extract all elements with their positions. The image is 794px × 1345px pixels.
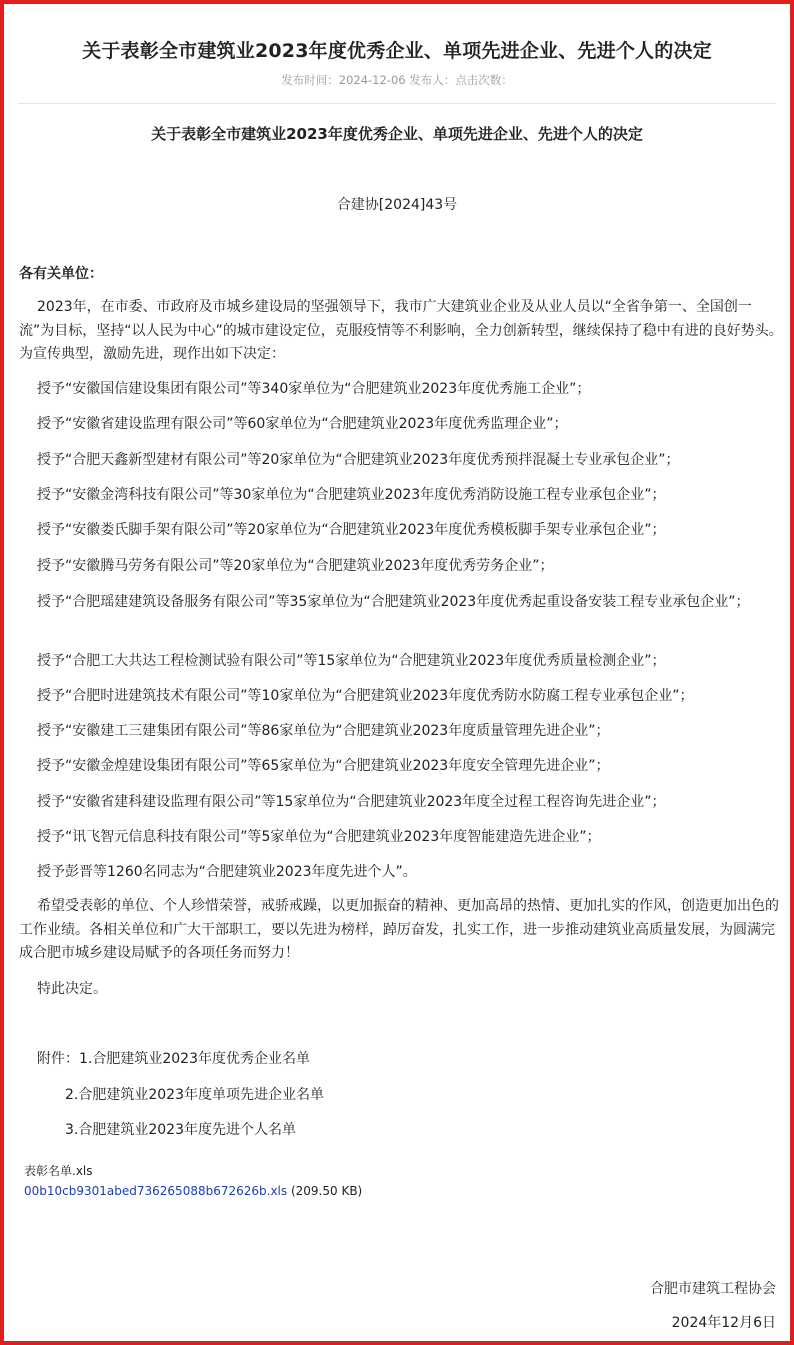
award-item: 授予“安徽金湾科技有限公司”等30家单位为“合肥建筑业2023年度优秀消防设施工程专业承包企业”； bbox=[37, 487, 666, 503]
attachment-item: 2.合肥建筑业2023年度单项先进企业名单 bbox=[65, 1087, 324, 1103]
intro-paragraph: 2023年，在市委、市政府及市城乡建设局的坚强领导下，我市广大建筑业企业及从业人员以“全省争第一、全国创一流”为目标，坚持“以人民为中心”的城市建设定位，克服疫情等不利影响，全力创新转型，继续保持了稳中有进的良好势头。为宣传典型，激励先进，现作出如下决定： bbox=[19, 299, 783, 362]
attachment-file bbox=[24, 1184, 362, 1198]
award-item: 授予“安徽建工三建集团有限公司”等86家单位为“合肥建筑业2023年度质量管理先进企业”； bbox=[37, 723, 610, 739]
award-item: 授予“合肥瑶建建筑设备服务有限公司”等35家单位为“合肥建筑业2023年度优秀起重设备安装工程专业承包企业”； bbox=[37, 594, 750, 610]
award-item: 授予彭晋等1260名同志为“合肥建筑业2023年度先进个人”。 bbox=[37, 864, 417, 880]
award-item: 授予“讯飞智元信息科技有限公司”等5家单位为“合肥建筑业2023年度智能建造先进企业”； bbox=[37, 829, 601, 845]
attachment-download-link[interactable]: 00b10cb9301abed736265088b672626b.xls bbox=[24, 1184, 288, 1198]
attachments-label: 附件： bbox=[37, 1051, 79, 1067]
award-item: 授予“合肥天鑫新型建材有限公司”等20家单位为“合肥建筑业2023年度优秀预拌混凝土专业承包企业”； bbox=[37, 452, 680, 468]
publish-meta: 发布时间：2024-12-06 发布人：点击次数： bbox=[281, 73, 513, 87]
document-title: 关于表彰全市建筑业2023年度优秀企业、单项先进企业、先进个人的决定 bbox=[151, 125, 643, 143]
attachment-item: 1.合肥建筑业2023年度优秀企业名单 bbox=[79, 1051, 310, 1067]
page-title: 关于表彰全市建筑业2023年度优秀企业、单项先进企业、先进个人的决定 bbox=[82, 40, 712, 62]
signer-org: 合肥市建筑工程协会 bbox=[650, 1281, 776, 1297]
award-item: 授予“安徽金煌建设集团有限公司”等65家单位为“合肥建筑业2023年度安全管理先进企业”； bbox=[37, 758, 610, 774]
attachment-item: 3.合肥建筑业2023年度先进个人名单 bbox=[65, 1122, 296, 1138]
document-number: 合建协[2024]43号 bbox=[336, 197, 458, 213]
award-item: 授予“安徽省建设监理有限公司”等60家单位为“合肥建筑业2023年度优秀监理企业”； bbox=[37, 416, 568, 432]
award-item: 授予“合肥时进建筑技术有限公司”等10家单位为“合肥建筑业2023年度优秀防水防腐工程专业承包企业”； bbox=[37, 688, 694, 704]
salutation: 各有关单位： bbox=[19, 266, 103, 282]
signing-date: 2024年12月6日 bbox=[671, 1315, 776, 1331]
attachment-file-label: 表彰名单.xls bbox=[24, 1164, 93, 1178]
decision-text: 特此决定。 bbox=[37, 981, 107, 997]
award-item: 授予“安徽国信建设集团有限公司”等340家单位为“合肥建筑业2023年度优秀施工企业”； bbox=[37, 381, 591, 397]
award-item: 授予“安徽娄氏脚手架有限公司”等20家单位为“合肥建筑业2023年度优秀模板脚手架专业承包企业”； bbox=[37, 522, 666, 538]
header-divider bbox=[18, 103, 776, 104]
closing-paragraph: 希望受表彰的单位、个人珍惜荣誉，戒骄戒躁，以更加振奋的精神、更加高昂的热情、更加扎实的作风，创造更加出色的工作业绩。各相关单位和广大干部职工，要以先进为榜样，踔厉奋发，扎实工作，进一步推动建筑业高质量发展，为圆满完成合肥市城乡建设局赋予的各项任务而努力！ bbox=[19, 898, 779, 961]
file-size: (209.50 KB) bbox=[290, 1184, 363, 1198]
award-item: 授予“安徽腾马劳务有限公司”等20家单位为“合肥建筑业2023年度优秀劳务企业”； bbox=[37, 558, 554, 574]
award-item: 授予“安徽省建科建设监理有限公司”等15家单位为“合肥建筑业2023年度全过程工程咨询先进企业”； bbox=[37, 794, 666, 810]
award-item: 授予“合肥工大共达工程检测试验有限公司”等15家单位为“合肥建筑业2023年度优秀质量检测企业”； bbox=[37, 653, 666, 669]
attachments-first bbox=[37, 1048, 310, 1068]
